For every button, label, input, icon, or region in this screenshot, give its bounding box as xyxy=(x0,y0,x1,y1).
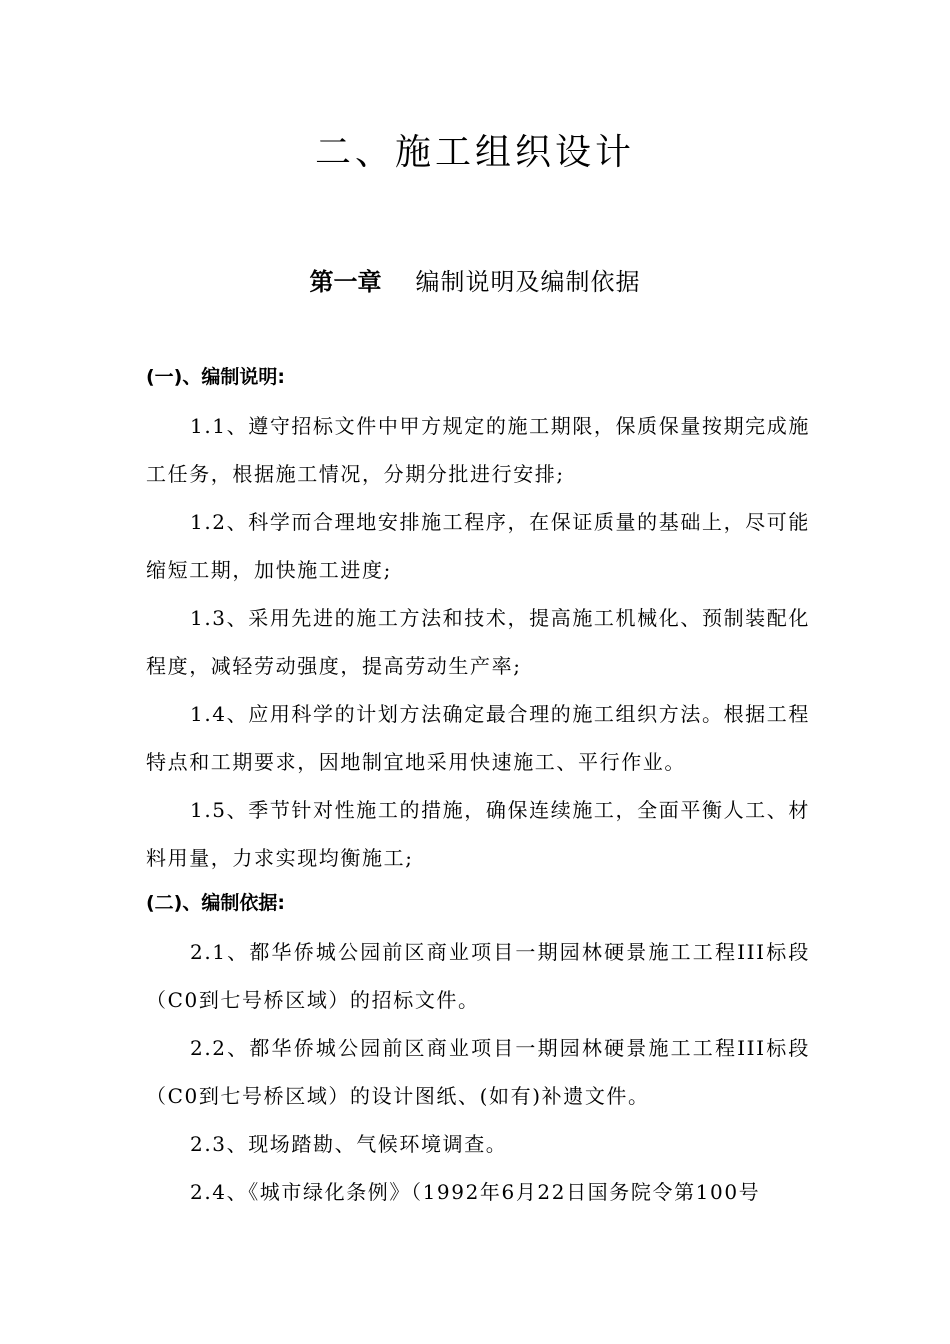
paragraph-1-5: 1.5、季节针对性施工的措施，确保连续施工，全面平衡人工、材料用量，力求实现均衡施工; xyxy=(146,798,810,870)
paragraph-2-3: 2.3、现场踏勘、气候环境调查。 xyxy=(190,1132,508,1156)
paragraph-1-2: 1.2、科学而合理地安排施工程序，在保证质量的基础上，尽可能缩短工期，加快施工进度; xyxy=(146,510,810,582)
chapter-name: 编制说明及编制依据 xyxy=(415,268,641,296)
page-title: 二、施工组织设计 xyxy=(314,132,635,173)
paragraph-1-4: 1.4、应用科学的计划方法确定最合理的施工组织方法。根据工程特点和工期要求，因地制宜地采用快速施工、平行作业。 xyxy=(146,702,810,774)
chapter-label: 第一章 xyxy=(309,268,382,296)
paragraph-1-1: 1.1、遵守招标文件中甲方规定的施工期限，保质保量按期完成施工任务，根据施工情况，分期分批进行安排; xyxy=(146,414,810,486)
section-heading-explanation: (一)、编制说明: xyxy=(146,366,285,388)
paragraph-2-2: 2.2、都华侨城公园前区商业项目一期园林硬景施工工程III标段（C0到七号桥区域）的设计图纸、(如有)补遗文件。 xyxy=(146,1036,810,1108)
section-heading-basis: (二)、编制依据: xyxy=(146,892,285,914)
chapter-heading xyxy=(0,264,950,300)
paragraph-2-1: 2.1、都华侨城公园前区商业项目一期园林硬景施工工程III标段（C0到七号桥区域）的招标文件。 xyxy=(146,940,810,1012)
paragraph-2-4: 2.4、《城市绿化条例》（1992年6月22日国务院令第100号 xyxy=(190,1180,761,1204)
paragraph-1-3: 1.3、采用先进的施工方法和技术，提高施工机械化、预制装配化程度，减轻劳动强度，提高劳动生产率; xyxy=(146,606,810,678)
